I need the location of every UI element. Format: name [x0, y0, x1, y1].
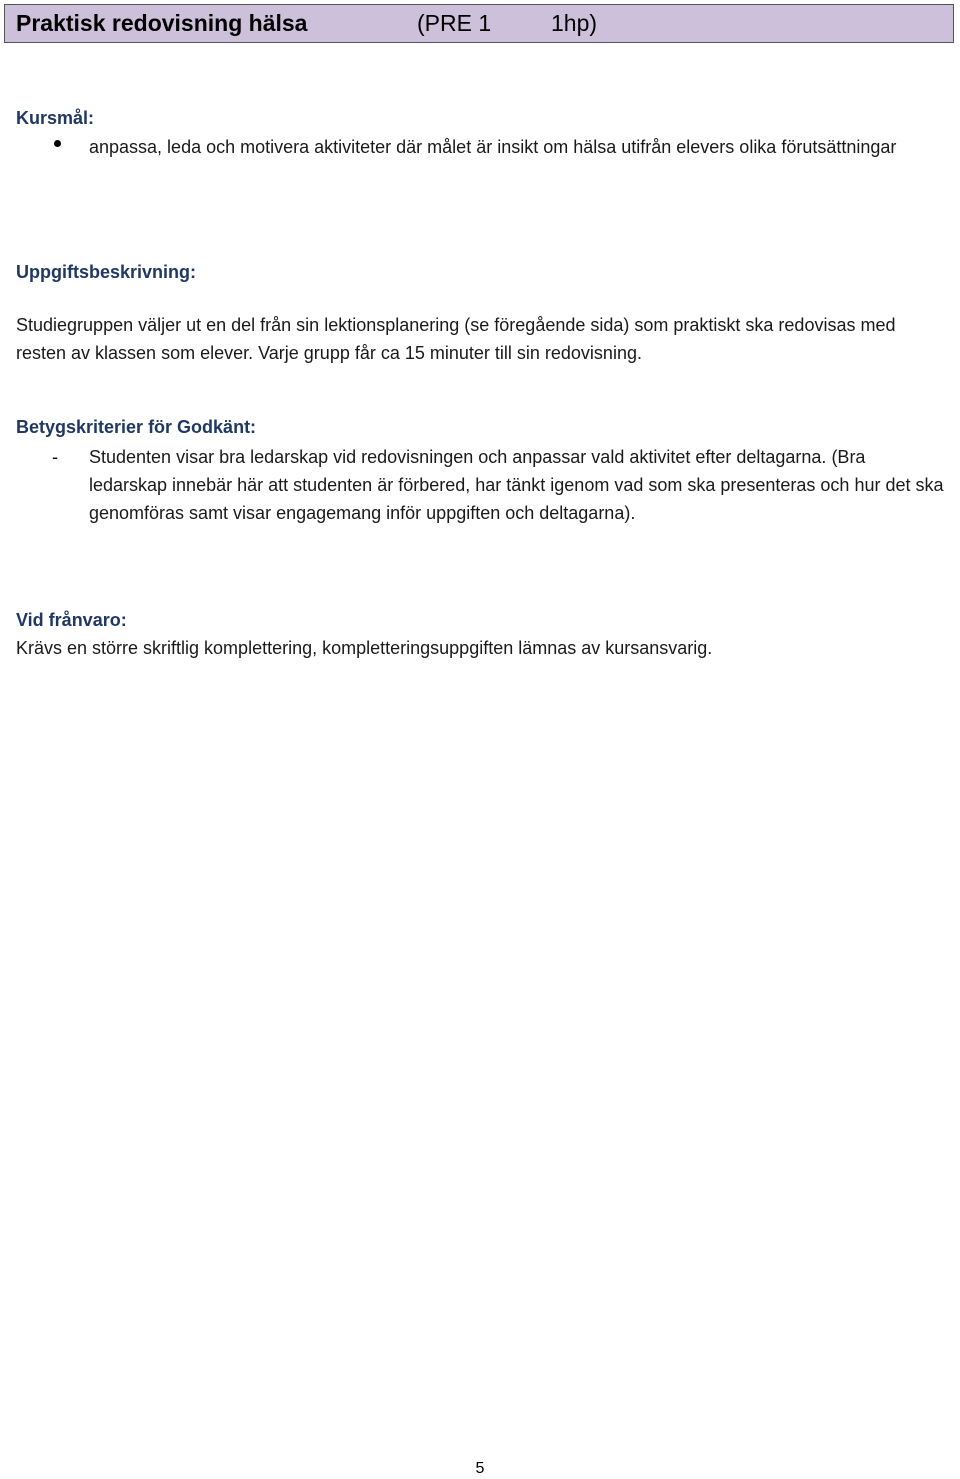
course-code: (PRE 1	[417, 10, 492, 36]
uppgift-heading: Uppgiftsbeskrivning:	[16, 262, 197, 282]
kursmal-heading: Kursmål:	[16, 108, 95, 128]
dash-icon: -	[52, 447, 58, 467]
course-credits: 1hp)	[551, 10, 598, 36]
page-number: 5	[475, 1460, 485, 1477]
franvaro-heading: Vid frånvaro:	[16, 610, 127, 630]
page-title: Praktisk redovisning hälsa	[16, 10, 308, 36]
franvaro-text: Krävs en större skriftlig komplettering, kompletteringsuppgiften lämnas av kursansvarig.	[16, 638, 713, 658]
betyg-item: Studenten visar bra ledarskap vid redovisningen och anpassar vald aktivitet efter deltagarna. (Bra ledarskap innebär här att studenten är förbered, har tänkt igenom vad som ska presenteras och hur det ska genomföras samt visar engagemang inför uppgiften och deltagarna).	[89, 447, 944, 523]
title-bar	[4, 4, 954, 43]
betyg-heading: Betygskriterier för Godkänt:	[16, 417, 257, 437]
bullet-icon	[54, 140, 61, 147]
kursmal-item: anpassa, leda och motivera aktiviteter där målet är insikt om hälsa utifrån elevers olika förutsättningar	[89, 137, 897, 157]
uppgift-text: Studiegruppen väljer ut en del från sin lektionsplanering (se föregående sida) som praktiskt ska redovisas med resten av klassen som elever. Varje grupp får ca 15 minuter till sin redovisning.	[16, 315, 896, 363]
